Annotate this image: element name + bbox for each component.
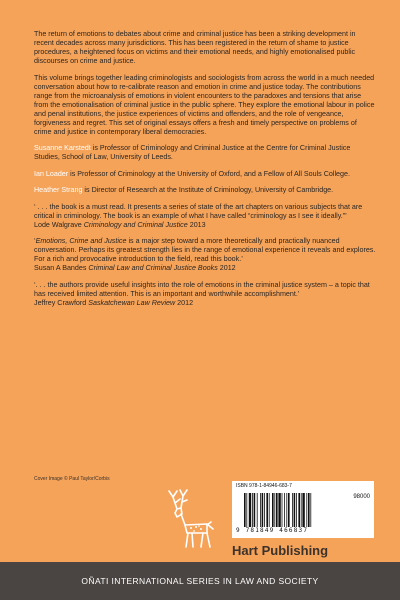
editor-name: Susanne Karstedt — [34, 144, 91, 153]
description-paragraph-2: This volume brings together leading criminologists and sociologists from across the world in a much needed conversation about how to re-calibrate reason and emotion in crime and justice today. The contributions range from the microanalysis of emotions in violent encounters to the paradoxes and tensions that arise from the emotionalisation of criminal justice in the public sphere. They explore the emotional labour in police and penal institutions, the justice experiences of victims and offenders, and the role of vengeance, forgiveness and regret. This set of original essays offers a fresh and timely perspective on problems of crime and justice in contemporary liberal democracies. — [34, 73, 375, 136]
barcode-bar — [296, 493, 297, 527]
barcode-bar — [286, 493, 287, 527]
review-quote: ‘ . . . the book is a must read. It presents a series of state of the art chapters on various subjects that are critical in criminology. The book is an example of what I have called “criminology as I see it ideally.”’ — [34, 202, 363, 220]
review-reviewer: Susan A Bandes — [34, 264, 87, 273]
barcode-bar — [292, 493, 293, 527]
editor-bio-3 — [34, 186, 376, 195]
review-year: 2013 — [189, 220, 206, 229]
editor-bio-2 — [34, 170, 376, 179]
review-reviewer: Jeffrey Crawford — [34, 298, 87, 307]
review-1 — [34, 203, 376, 230]
barcode-bar — [298, 493, 300, 527]
barcode-bar — [272, 493, 274, 527]
series-title: OÑATI INTERNATIONAL SERIES IN LAW AND SOCIETY — [81, 576, 319, 586]
isbn-label: ISBN 978-1-84946-683-7 — [236, 483, 292, 489]
editor-bio: is Professor of Criminology at the University of Oxford, and a Fellow of All Souls College. — [70, 169, 350, 178]
review-quote-open: ‘ — [34, 237, 36, 246]
barcode-bar — [308, 493, 310, 527]
review-3 — [34, 281, 376, 308]
barcode-bar — [301, 493, 302, 527]
barcode-bars — [244, 493, 342, 527]
editor-bio: is Director of Research at the Institute of Criminology, University of Cambridge. — [84, 186, 334, 195]
barcode-bar — [302, 493, 304, 527]
barcode-bar — [266, 493, 268, 527]
review-book-title: Emotions, Crime and Justice — [35, 237, 127, 246]
price-code: 98000 — [353, 494, 370, 500]
review-2 — [34, 237, 376, 273]
barcode-bar — [269, 493, 270, 527]
isbn-digits: 9 781849 466837 — [236, 527, 309, 534]
barcode-bar — [310, 493, 311, 527]
cover-image-credit: Cover Image © Paul Taylor/Corbis — [34, 476, 110, 482]
barcode-bar — [262, 493, 264, 527]
barcode-bar — [252, 493, 253, 527]
barcode-bar — [282, 493, 283, 527]
deer-logo-icon — [163, 487, 225, 552]
barcode-bar — [294, 493, 296, 527]
barcode-bar — [254, 493, 256, 527]
barcode-bar — [264, 493, 265, 527]
review-source: Saskatchewan Law Review — [88, 298, 176, 307]
series-banner — [0, 562, 400, 600]
barcode-bar — [288, 493, 290, 527]
review-source: Criminal Law and Criminal Justice Books — [88, 264, 218, 273]
back-cover-text — [34, 30, 376, 315]
barcode-bar — [246, 493, 247, 527]
review-reviewer: Lode Walgrave — [34, 220, 82, 229]
barcode-bar — [278, 493, 280, 527]
review-quote: ‘. . . the authors provide useful insights into the role of emotions in the criminal justice system – a topic that has received limited attention. This is an important and worthwhile accomplishment.’ — [34, 280, 370, 298]
editor-bio: is Professor of Criminology and Criminal Justice at the Centre for Criminal Justice Studies, School of Law, University of Leeds. — [34, 144, 351, 162]
editor-name: Ian Loader — [34, 169, 69, 178]
publisher-name: Hart Publishing — [232, 543, 329, 558]
review-quote: is a major step toward a more theoretically and practically nuanced conversation. Perhaps its greatest strength lies in the range of emotional experience it reveals and explores. For a rich and provocative introduction to the field, read this book.’ — [34, 237, 376, 264]
editor-bio-1 — [34, 144, 376, 162]
editor-name: Heather Strang — [34, 186, 83, 195]
isbn-barcode — [232, 481, 374, 538]
review-source: Criminology and Criminal Justice — [83, 220, 188, 229]
description-paragraph-1: The return of emotions to debates about crime and criminal justice has been a striking development in recent decades across many jurisdictions. This has been registered in the return of shame to justice procedures, a heightened focus on victims and their emotional needs, and highly emotionalised public discourses on crime and justice. — [34, 30, 356, 66]
barcode-bar — [249, 493, 251, 527]
barcode-bar — [260, 493, 261, 527]
barcode-bar — [274, 493, 275, 527]
barcode-bar — [284, 493, 285, 527]
barcode-bar — [244, 493, 246, 527]
barcode-bar — [257, 493, 258, 527]
barcode-bar — [306, 493, 307, 527]
barcode-bar — [276, 493, 278, 527]
review-year: 2012 — [177, 298, 194, 307]
review-year: 2012 — [219, 264, 236, 273]
